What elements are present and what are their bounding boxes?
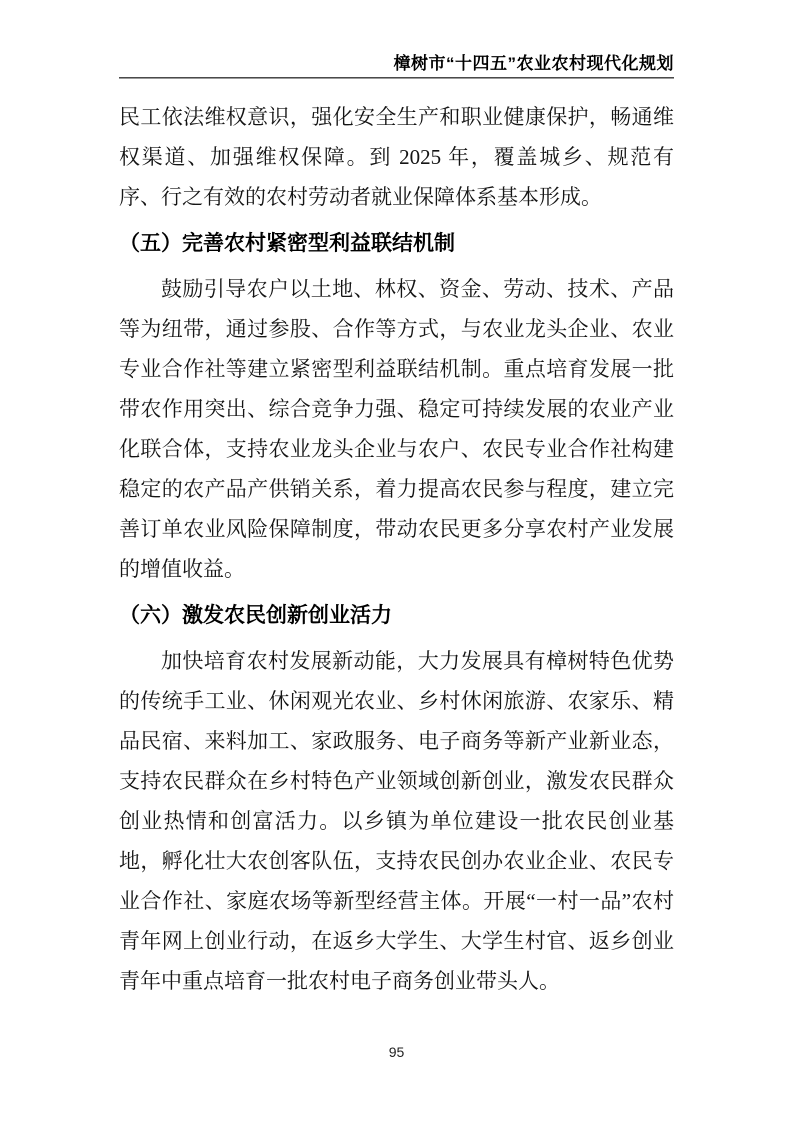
page-footer: [0, 1044, 793, 1060]
header-rule: [119, 77, 674, 79]
section-heading-6: （六）激发农民创新创业活力: [119, 603, 392, 627]
running-header-title: 樟树市“十四五”农业农村现代化规划: [393, 54, 674, 73]
paragraph-innovation-entrepreneurship: 加快培育农村发展新动能，大力发展具有樟树特色优势的传统手工业、休闲观光农业、乡村休闲旅游、农家乐、精品民宿、来料加工、家政服务、电子商务等新产业新业态，支持农民群众在乡村特色产业领域创新创业，激发农民群众创业热情和创富活力。以乡镇为单位建设一批农民创业基地，孵化壮大农创客队伍，支持农民创办农业企业、农民专业合作社、家庭农场等新型经营主体。开展“一村一品”农村青年网上创业行动，在返乡大学生、大学生村官、返乡创业青年中重点培育一批农村电子商务创业带头人。: [119, 649, 674, 993]
document-body: [119, 97, 674, 1001]
paragraph-interest-linkage-mechanism: 鼓励引导农户以土地、林权、资金、劳动、技术、产品等为纽带，通过参股、合作等方式，与农业龙头企业、农业专业合作社等建立紧密型利益联结机制。重点培育发展一批带农作用突出、综合竞争力强、稳定可持续发展的农业产业化联合体，支持农业龙头企业与农户、农民专业合作社构建稳定的农产品产供销关系，着力提高农民参与程度，建立完善订单农业风险保障制度，带动农民更多分享农村产业发展的增值收益。: [119, 277, 674, 581]
page-number: 95: [388, 1044, 405, 1060]
section-heading-5: （五）完善农村紧密型利益联结机制: [119, 231, 455, 255]
page-header: [119, 0, 674, 79]
paragraph-employment-protection: 民工依法维权意识，强化安全生产和职业健康保护，畅通维权渠道、加强维权保障。到 2025 年，覆盖城乡、规范有序、行之有效的农村劳动者就业保障体系基本形成。: [119, 105, 674, 209]
